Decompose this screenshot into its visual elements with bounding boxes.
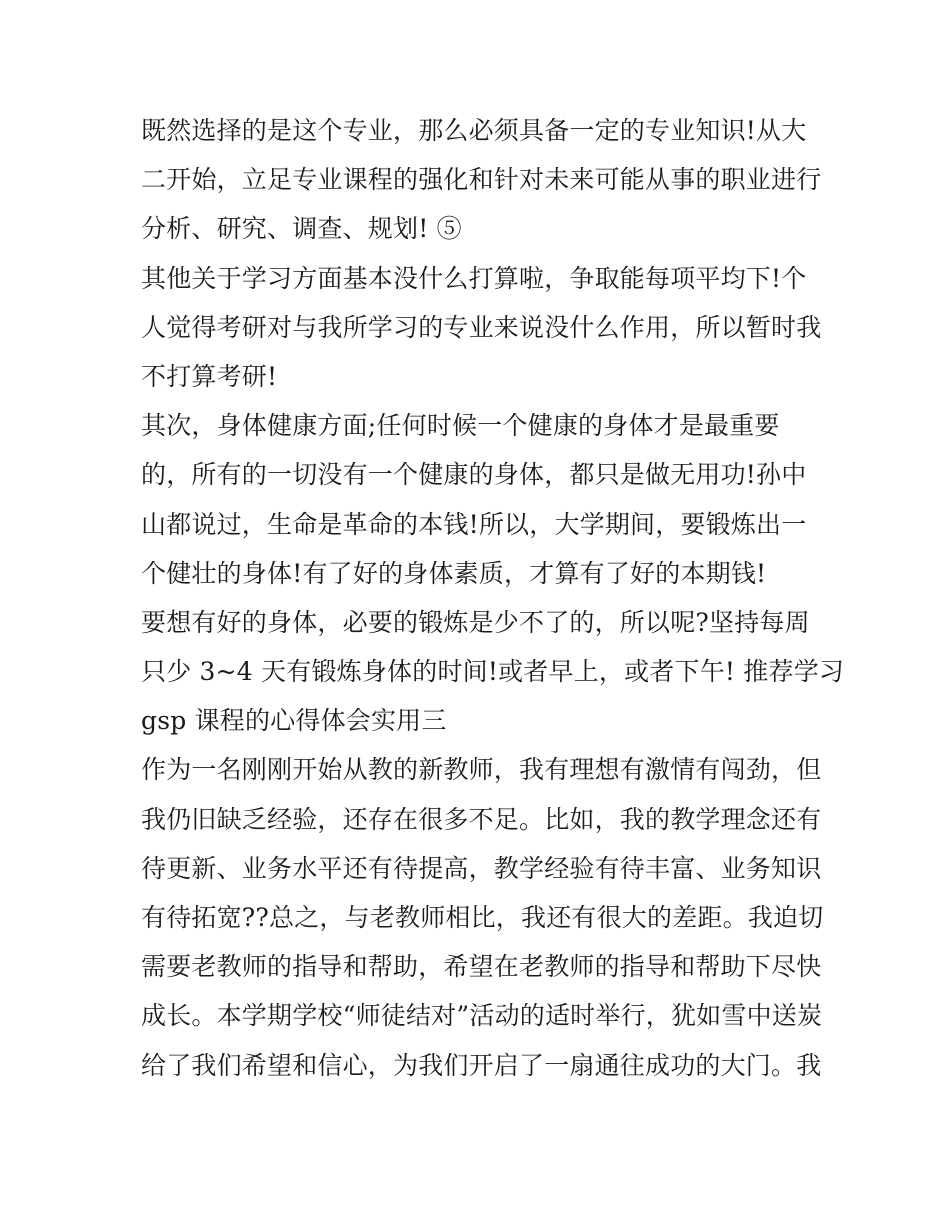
text-line: 个健壮的身体!有了好的身体素质，才算有了好的本期钱! bbox=[141, 558, 767, 588]
text-line: 其他关于学习方面基本没什么打算啦，争取能每项平均下!个 bbox=[141, 263, 807, 293]
text-line: 不打算考研! bbox=[141, 361, 278, 391]
text-line: 给了我们希望和信心，为我们开启了一扇通往成功的大门。我 bbox=[141, 1050, 822, 1080]
text-line: 山都说过，生命是革命的本钱!所以，大学期间，要锻炼出一 bbox=[141, 509, 807, 539]
text-line: 待更新、业务水平还有待提高，教学经验有待丰富、业务知识 bbox=[141, 853, 822, 883]
text-line: 需要老教师的指导和帮助，希望在老教师的指导和帮助下尽快 bbox=[141, 952, 822, 982]
text-line: 我仍旧缺乏经验，还存在很多不足。比如，我的教学理念还有 bbox=[141, 804, 822, 834]
text-line: 作为一名刚刚开始从教的新教师，我有理想有激情有闯劲，但 bbox=[141, 755, 822, 785]
text-line: 人觉得考研对与我所学习的专业来说没什么作用，所以暂时我 bbox=[141, 312, 822, 342]
document-body bbox=[141, 106, 845, 1090]
text-line: 成长。本学期学校“师徒结对”活动的适时举行，犹如雪中送炭 bbox=[141, 1001, 823, 1031]
text-line: 的，所有的一切没有一个健康的身体，都只是做无用功!孙中 bbox=[141, 460, 807, 490]
text-line: 二开始，立足专业课程的强化和针对未来可能从事的职业进行 bbox=[141, 165, 822, 195]
text-line: 分析、研究、调查、规划! ⑤ bbox=[141, 214, 462, 244]
text-line: 有待拓宽??总之，与老教师相比，我还有很大的差距。我迫切 bbox=[141, 903, 824, 932]
text-line: 只少 3~4 天有锻炼身体的时间!或者早上，或者下午! 推荐学习 bbox=[141, 657, 845, 687]
text-line: 既然选择的是这个专业，那么必须具备一定的专业知识!从大 bbox=[141, 116, 807, 145]
text-line: 要想有好的身体，必要的锻炼是少不了的，所以呢?坚持每周 bbox=[141, 607, 810, 637]
text-line: 其次，身体健康方面;任何时候一个健康的身体才是最重要 bbox=[141, 411, 780, 441]
text-line: gsp 课程的心得体会实用三 bbox=[141, 706, 447, 736]
